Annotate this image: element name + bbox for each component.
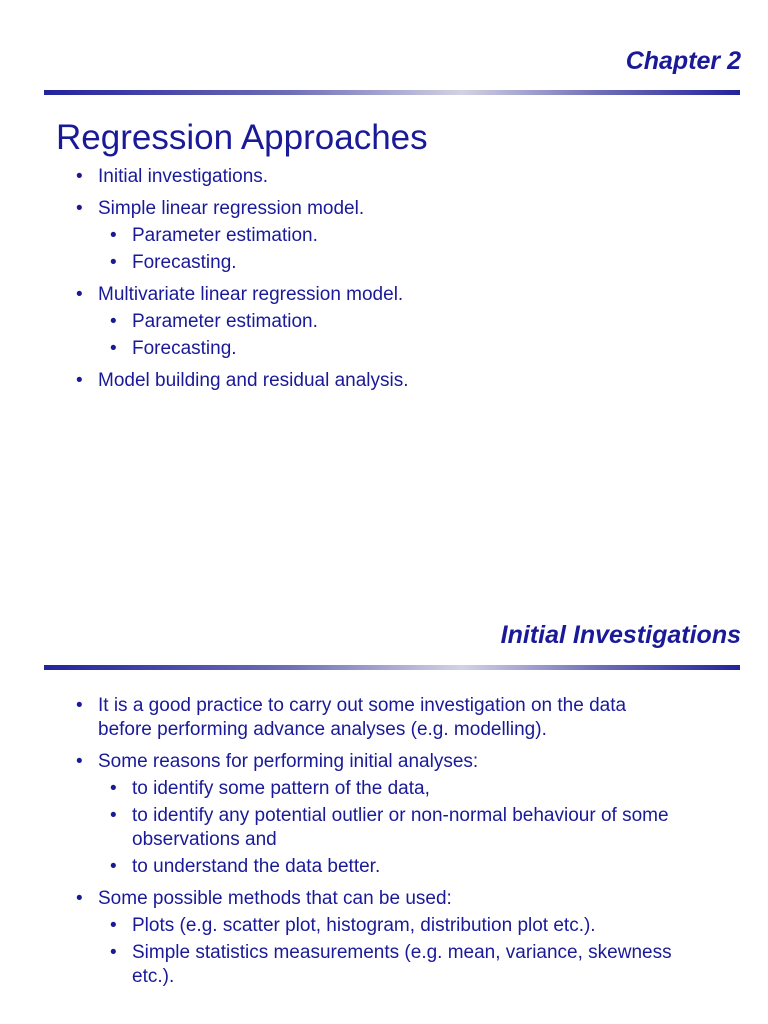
bullet-dot-icon: • bbox=[110, 311, 117, 332]
sub-list-item-text: Parameter estimation. bbox=[132, 225, 318, 246]
sub-list-item-text: to identify some pattern of the data, bbox=[132, 778, 430, 799]
bullet-dot-icon: • bbox=[110, 252, 117, 273]
header-rule bbox=[44, 90, 740, 95]
sub-list-item-text: Simple statistics measurements (e.g. mean, variance, skewness etc.). bbox=[132, 942, 672, 987]
list-item bbox=[76, 283, 676, 361]
section-title: Initial Investigations bbox=[500, 621, 741, 649]
bullet-dot-icon: • bbox=[110, 805, 117, 826]
list-item-text: Initial investigations. bbox=[98, 166, 269, 187]
sub-list-item-text: to understand the data better. bbox=[132, 856, 381, 877]
sub-list-item bbox=[98, 224, 676, 248]
list-item bbox=[76, 369, 676, 393]
bullet-list bbox=[76, 694, 676, 997]
bullet-dot-icon: • bbox=[76, 751, 83, 772]
slide-heading: Regression Approaches bbox=[56, 118, 428, 157]
list-item-text: It is a good practice to carry out some investigation on the data before performing advance analyses (e.g. modelling). bbox=[98, 695, 627, 740]
bullet-dot-icon: • bbox=[110, 915, 117, 936]
sub-list-item bbox=[98, 251, 676, 275]
sub-list-item-text: to identify any potential outlier or non-normal behaviour of some observations and bbox=[132, 805, 669, 850]
sub-list-item-text: Plots (e.g. scatter plot, histogram, distribution plot etc.). bbox=[132, 915, 596, 936]
sub-list-item bbox=[98, 855, 676, 879]
sub-list-item-text: Parameter estimation. bbox=[132, 311, 318, 332]
bullet-dot-icon: • bbox=[110, 338, 117, 359]
list-item bbox=[76, 197, 676, 275]
sub-list-item-text: Forecasting. bbox=[132, 338, 237, 359]
sub-bullet-list bbox=[98, 914, 676, 989]
sub-list-item bbox=[98, 914, 676, 938]
bullet-dot-icon: • bbox=[76, 284, 83, 305]
sub-bullet-list bbox=[98, 777, 676, 879]
bullet-dot-icon: • bbox=[76, 166, 83, 187]
sub-list-item bbox=[98, 941, 676, 989]
chapter-label: Chapter 2 bbox=[625, 47, 741, 75]
sub-bullet-list bbox=[98, 310, 676, 361]
sub-list-item bbox=[98, 337, 676, 361]
sub-list-item bbox=[98, 310, 676, 334]
header-rule bbox=[44, 665, 740, 670]
bullet-dot-icon: • bbox=[76, 198, 83, 219]
bullet-dot-icon: • bbox=[110, 942, 117, 963]
bullet-dot-icon: • bbox=[110, 225, 117, 246]
bullet-list bbox=[76, 165, 676, 401]
list-item-text: Some possible methods that can be used: bbox=[98, 888, 452, 909]
bullet-dot-icon: • bbox=[76, 695, 83, 716]
list-item-text: Multivariate linear regression model. bbox=[98, 284, 404, 305]
sub-bullet-list bbox=[98, 224, 676, 275]
list-item bbox=[76, 750, 676, 879]
bullet-dot-icon: • bbox=[110, 778, 117, 799]
sub-list-item bbox=[98, 804, 676, 852]
bullet-dot-icon: • bbox=[76, 370, 83, 391]
list-item bbox=[76, 694, 676, 742]
sub-list-item bbox=[98, 777, 676, 801]
sub-list-item-text: Forecasting. bbox=[132, 252, 237, 273]
list-item-text: Some reasons for performing initial analyses: bbox=[98, 751, 479, 772]
list-item-text: Simple linear regression model. bbox=[98, 198, 365, 219]
bullet-dot-icon: • bbox=[110, 856, 117, 877]
list-item bbox=[76, 165, 676, 189]
list-item bbox=[76, 887, 676, 989]
list-item-text: Model building and residual analysis. bbox=[98, 370, 409, 391]
slide-initial-investigations bbox=[0, 512, 768, 1024]
bullet-dot-icon: • bbox=[76, 888, 83, 909]
